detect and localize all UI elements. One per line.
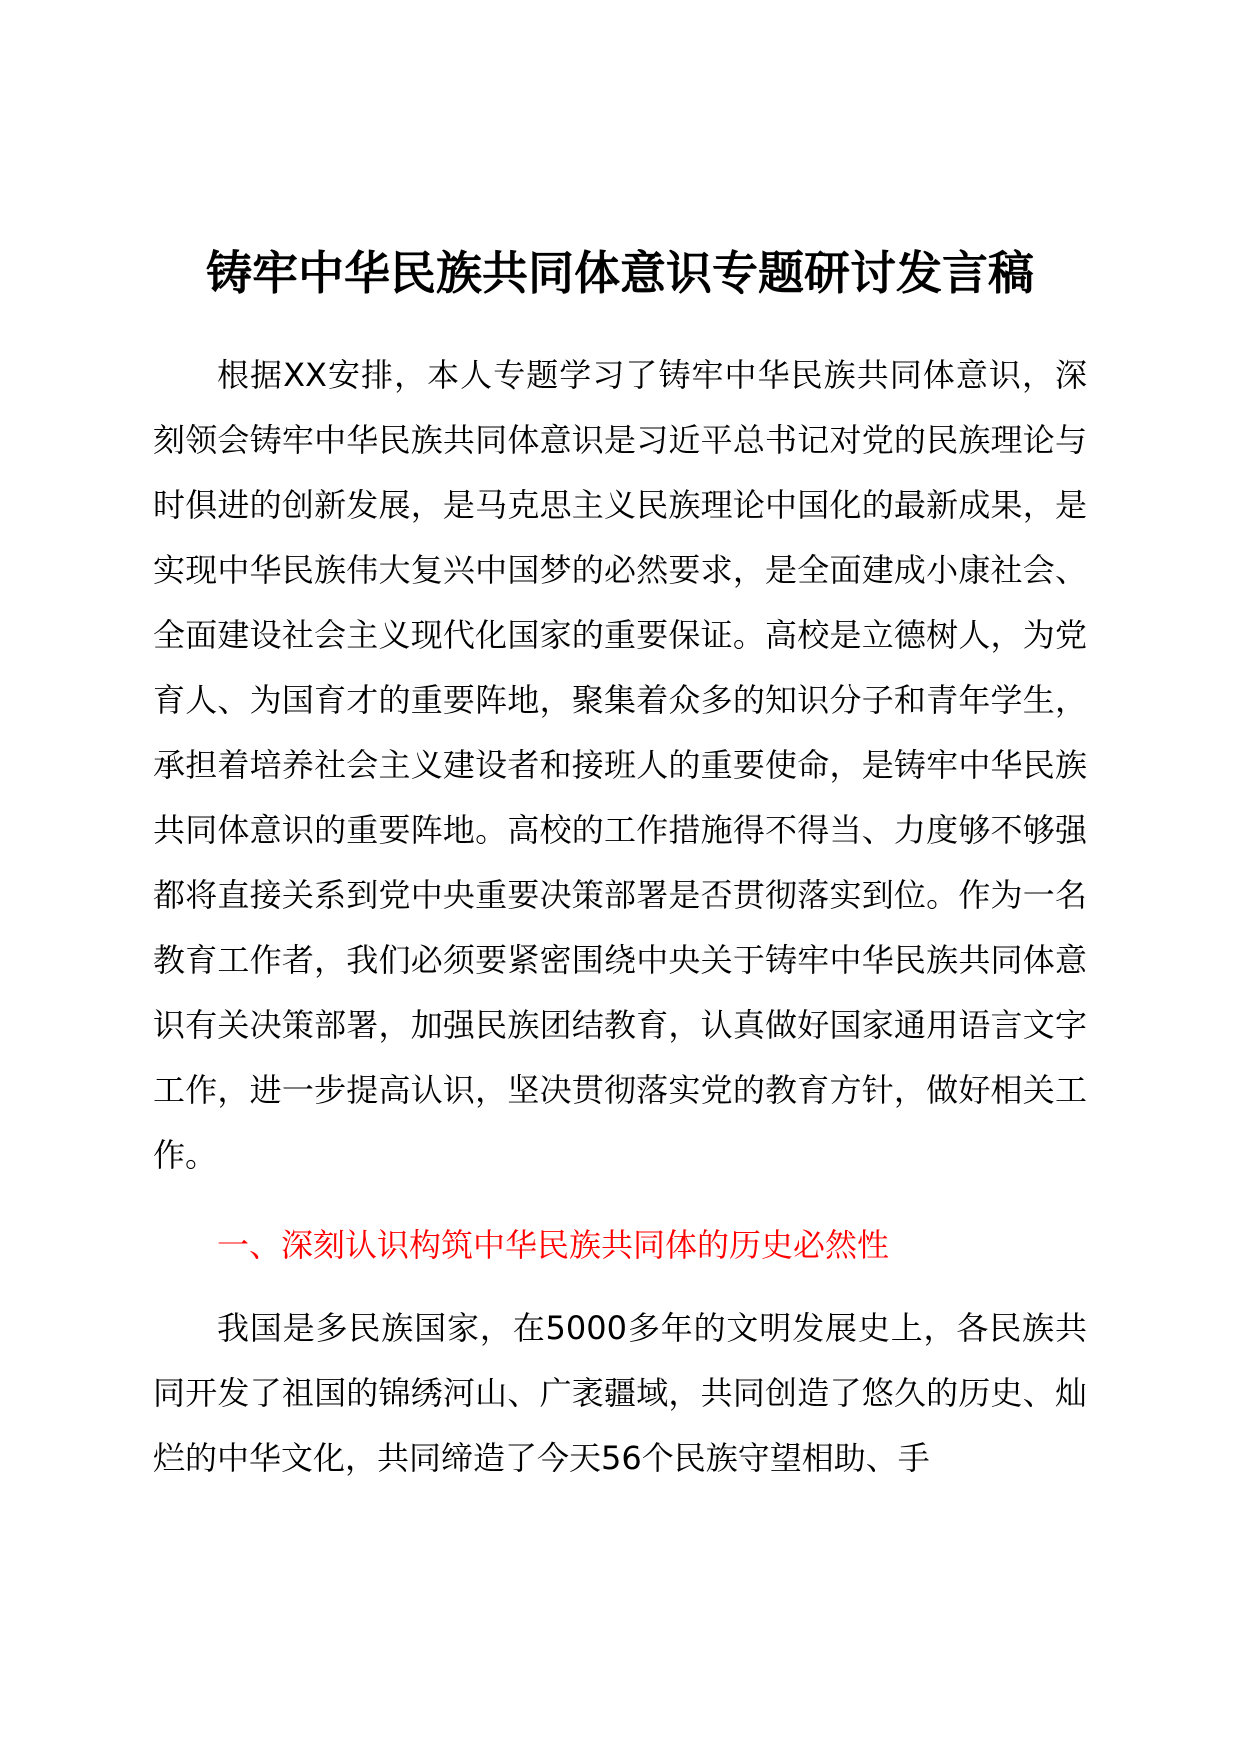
- body-paragraph: 我国是多民族国家，在5000多年的文明发展史上，各民族共同开发了祖国的锦绣河山、广袤疆域，共同创造了悠久的历史、灿烂的中华文化，共同缔造了今天56个民族守望相助、手: [153, 1309, 1087, 1477]
- section-heading: 一、深刻认识构筑中华民族共同体的历史必然性: [217, 1226, 890, 1264]
- document-title: 铸牢中华民族共同体意识专题研讨发言稿: [206, 246, 1034, 300]
- body-paragraph: 根据XX安排，本人专题学习了铸牢中华民族共同体意识，深刻领会铸牢中华民族共同体意识是习近平总书记对党的民族理论与时俱进的创新发展，是马克思主义民族理论中国化的最新成果，是实现中华民族伟大复兴中国梦的必然要求，是全面建成小康社会、全面建设社会主义现代化国家的重要保证。高校是立德树人，为党育人、为国育才的重要阵地，聚集着众多的知识分子和青年学生，承担着培养社会主义建设者和接班人的重要使命，是铸牢中华民族共同体意识的重要阵地。高校的工作措施得不得当、力度够不够强都将直接关系到党中央重要决策部署是否贯彻落实到位。作为一名教育工作者，我们必须要紧密围绕中央关于铸牢中华民族共同体意识有关决策部署，加强民族团结教育，认真做好国家通用语言文字工作，进一步提高认识，坚决贯彻落实党的教育方针，做好相关工作。: [153, 356, 1087, 1174]
